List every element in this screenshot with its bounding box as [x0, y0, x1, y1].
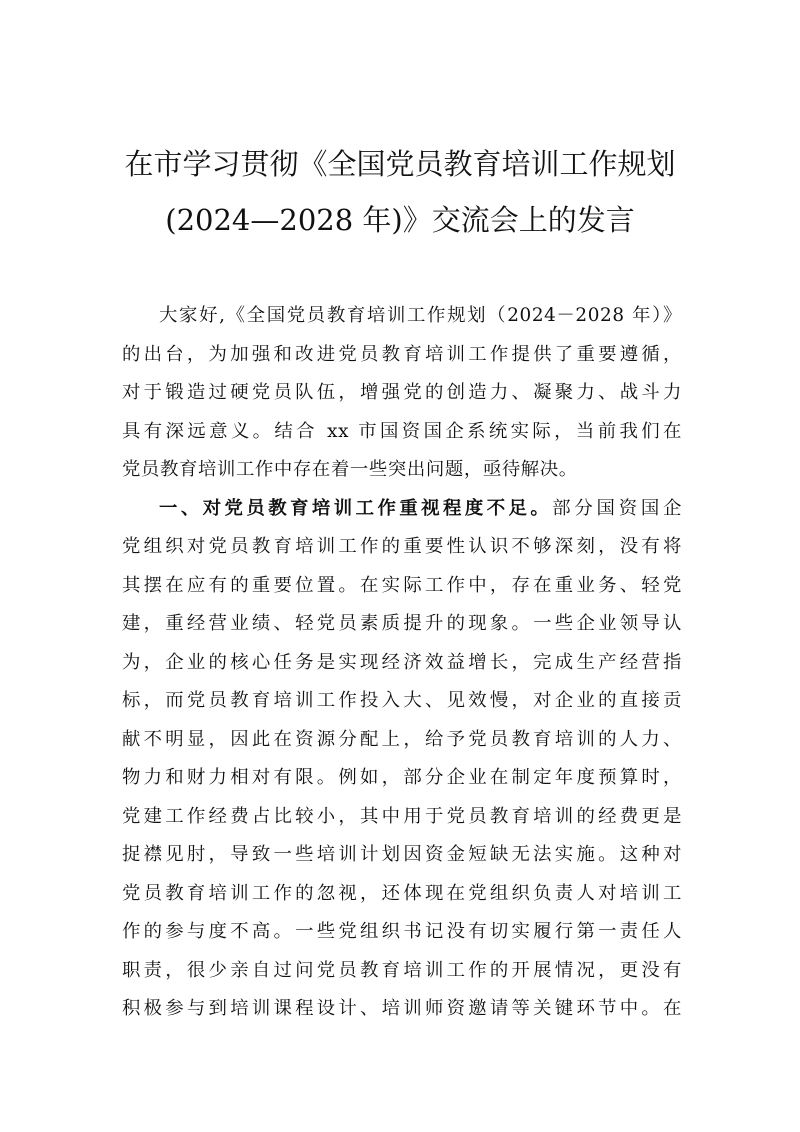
paragraph-intro — [122, 297, 682, 490]
text-line: 大家好,《全国党员教育培训工作规划（2024－2028 年）》 — [159, 305, 682, 326]
text-line: 积极参与到培训课程设计、培训师资邀请等关键环节中。在 — [122, 998, 682, 1019]
text-line: 职责，很少亲自过问党员教育培训工作的开展情况，更没有 — [122, 959, 682, 981]
text-line: 物力和财力相对有限。例如，部分企业在制定年度预算时， — [122, 767, 682, 788]
document-title-line-2: (2024—2028 年)》交流会上的发言 — [165, 203, 635, 237]
text-line: 具有深远意义。结合 xx 市国资国企系统实际，当前我们在 — [122, 420, 682, 442]
text-line — [122, 490, 682, 529]
heading-line-rest: 部分国资国企 — [552, 497, 682, 519]
text-line: 献不明显，因此在资源分配上，给予党员教育培训的人力、 — [122, 728, 682, 750]
text-line: 党组织对党员教育培训工作的重要性认识不够深刻，没有将 — [122, 536, 682, 557]
text-line: 的出台，为加强和改进党员教育培训工作提供了重要遵循， — [122, 343, 682, 365]
text-line: 党建工作经费占比较小，其中用于党员教育培训的经费更是 — [122, 805, 682, 827]
document-body — [122, 297, 682, 1029]
document-title-line-1: 在市学习贯彻《全国党员教育培训工作规划 — [124, 147, 676, 181]
section-heading: 一、对党员教育培训工作重视程度不足。 — [159, 497, 553, 519]
text-line: 捉襟见肘，导致一些培训计划因资金短缺无法实施。这种对 — [122, 844, 682, 865]
text-line: 作的参与度不高。一些党组织书记没有切实履行第一责任人 — [122, 921, 682, 942]
text-line: 其摆在应有的重要位置。在实际工作中，存在重业务、轻党 — [122, 574, 682, 596]
text-line: 党员教育培训工作中存在着一些突出问题，亟待解决。 — [122, 459, 578, 480]
text-line: 建，重经营业绩、轻党员素质提升的现象。一些企业领导认 — [122, 613, 682, 634]
text-line: 党员教育培训工作的忽视，还体现在党组织负责人对培训工 — [122, 882, 682, 904]
text-line: 为，企业的核心任务是实现经济效益增长，完成生产经营指 — [122, 651, 682, 673]
paragraph-section-1 — [122, 490, 682, 1029]
text-line: 对于锻造过硬党员队伍，增强党的创造力、凝聚力、战斗力 — [122, 382, 682, 403]
text-line: 标，而党员教育培训工作投入大、见效慢，对企业的直接贡 — [122, 690, 682, 711]
